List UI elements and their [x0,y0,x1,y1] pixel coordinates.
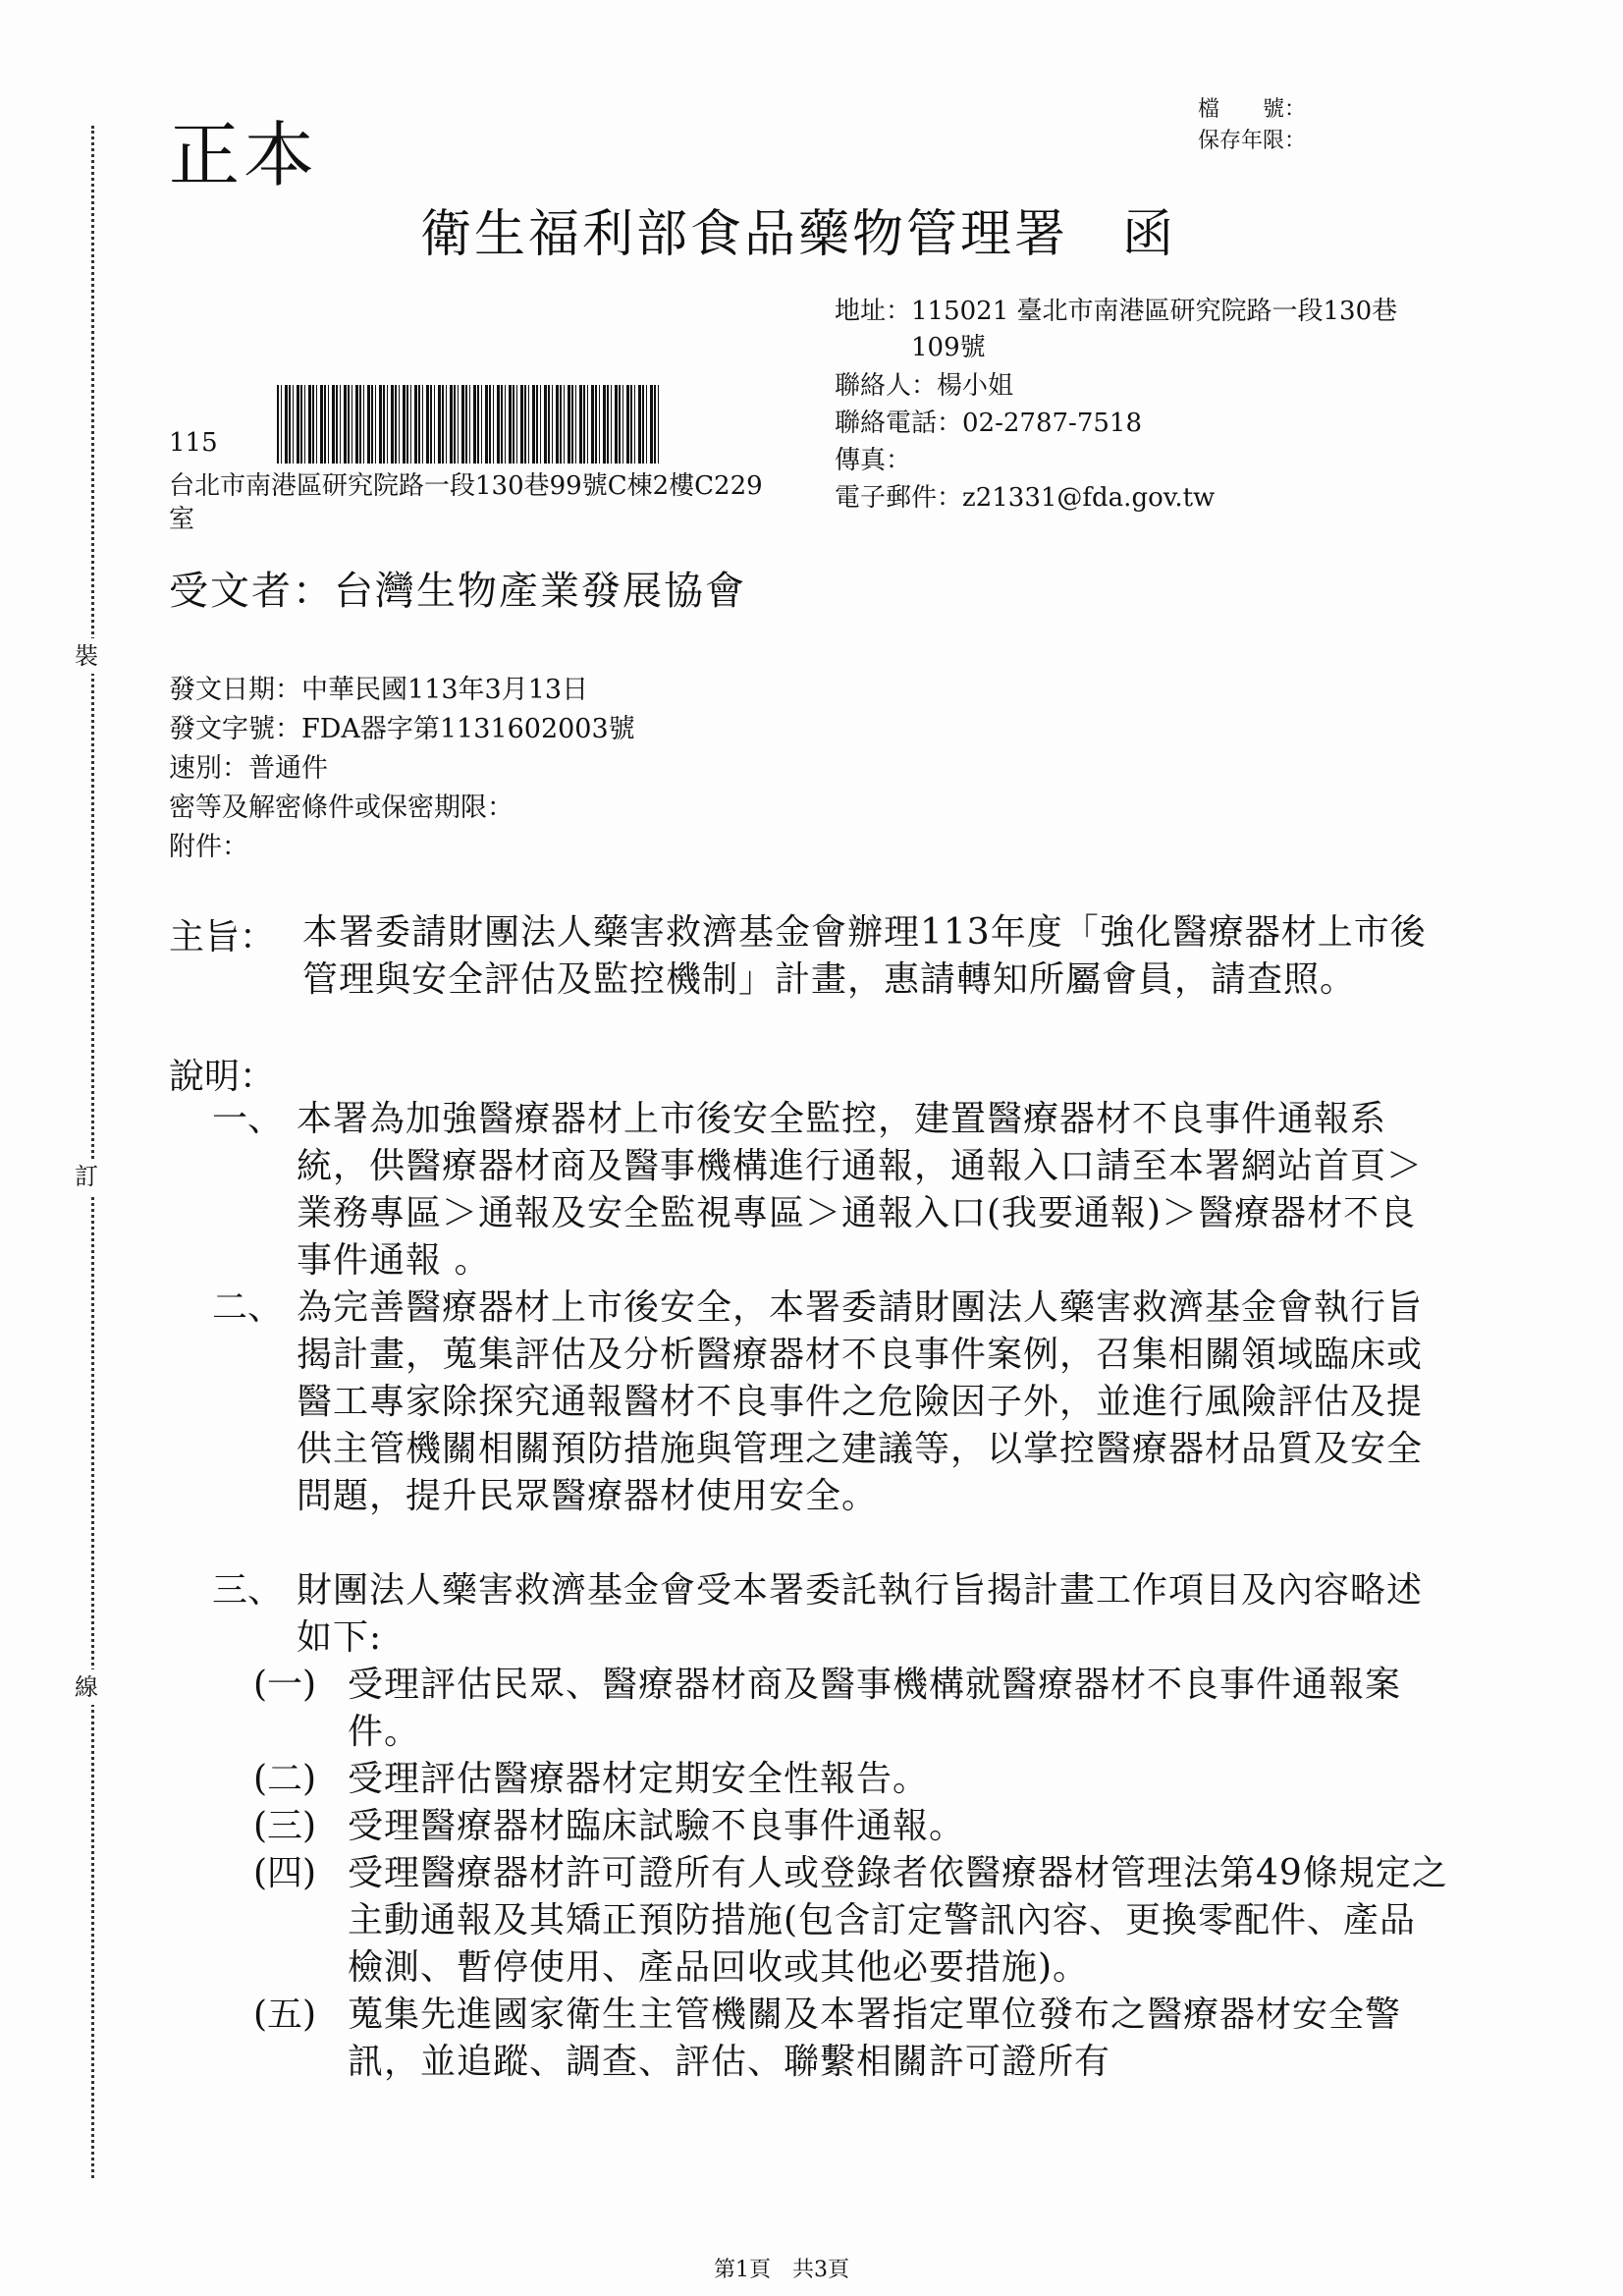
sub-item-number: (一) [253,1665,317,1705]
sub-item-number: (五) [253,1995,317,2035]
dispatch-date: 發文日期：中華民國113年3月13日 [169,675,589,705]
sub-item-text: 蒐集先進國家衛生主管機關及本署指定單位發布之醫療器材安全警訊，並追蹤、調查、評估、聯繫相關許可證所有 [348,1995,1402,2082]
confidentiality: 密等及解密條件或保密期限： [169,793,514,823]
sub-item-text: 受理評估醫療器材定期安全性報告。 [348,1759,930,1799]
binding-mark-ding: 訂 [75,1159,98,1194]
subject-label: 主旨： [169,917,276,957]
item-text: 為完善醫療器材上市後安全，本署委請財團法人藥害救濟基金會執行旨揭計畫，蒐集評估及分析醫療器材不良事件案例，召集相關領域臨床或醫工專家除探究通報醫材不良事件之危險因子外，並進行風險評估及提供主管機關相關預防措施與管理之建議等，以掌控醫療器材品質及安全問題，提升民眾醫療器材使用安全。 [297,1287,1424,1516]
fax: 傳真： [835,446,912,475]
barcode [277,385,662,464]
item-number: 二、 [212,1287,284,1328]
sub-item-text: 受理醫療器材許可證所有人或登錄者依醫療器材管理法第49條規定之主動通報及其矯正預防措施(包含訂定警訊內容、更換零配件、產品檢測、暫停使用、產品回收或其他必要措施)。 [348,1853,1448,1988]
recipient-address-cont: 室 [169,505,195,534]
document-stamp: 正本 [169,114,319,196]
item-text: 本署為加強醫療器材上市後安全監控，建置醫療器材不良事件通報系統，供醫療器材商及醫事機構進行通報，通報入口請至本署網站首頁＞業務專區＞通報及安全監視專區＞通報入口(我要通報)＞醫療器材不良事件通報 。 [297,1099,1424,1281]
sender-address-cont: 109號 [835,333,986,362]
page-footer: 第1頁 共3頁 [714,2258,849,2282]
recipient-postal-code: 115 [169,428,218,458]
binding-mark-zhuang: 裝 [75,638,98,674]
sub-item-text: 受理評估民眾、醫療器材商及醫事機構就醫療器材不良事件通報案件。 [348,1665,1402,1752]
attachments: 附件： [169,832,248,862]
item-text: 財團法人藥害救濟基金會受本署委託執行旨揭計畫工作項目及內容略述如下: [297,1570,1424,1658]
recipient: 受文者：台灣生物產業發展協會 [169,569,746,614]
item-number: 一、 [212,1099,284,1139]
sub-item-text: 受理醫療器材臨床試驗不良事件通報。 [348,1806,966,1846]
sender-address: 地址：115021 臺北市南港區研究院路一段130巷 [835,297,1398,326]
description-label: 說明： [169,1057,276,1097]
binding-mark-xian: 線 [75,1669,98,1705]
retention-period-label: 保存年限： [1198,129,1307,153]
urgency: 速別：普通件 [169,753,328,784]
sub-item-number: (二) [253,1759,317,1799]
contact-person: 聯絡人：楊小姐 [835,371,1014,401]
dispatch-number: 發文字號：FDA器字第1131602003號 [169,714,635,744]
recipient-address: 台北市南港區研究院路一段130巷99號C棟2樓C229 [169,471,763,501]
contact-phone: 聯絡電話：02-2787-7518 [835,409,1142,438]
subject-text: 本署委請財團法人藥害救濟基金會辦理113年度「強化醫療器材上市後管理與安全評估及監控機制」計畫，惠請轉知所屬會員，請查照。 [302,912,1427,1000]
sub-item-number: (四) [253,1853,317,1893]
sub-item-number: (三) [253,1806,317,1846]
binding-line [91,126,94,2178]
file-number-label: 檔 號： [1198,97,1307,122]
email: 電子郵件：z21331@fda.gov.tw [835,483,1216,513]
agency-title: 衛生福利部食品藥物管理署 函 [420,205,1177,264]
item-number: 三、 [212,1570,284,1611]
